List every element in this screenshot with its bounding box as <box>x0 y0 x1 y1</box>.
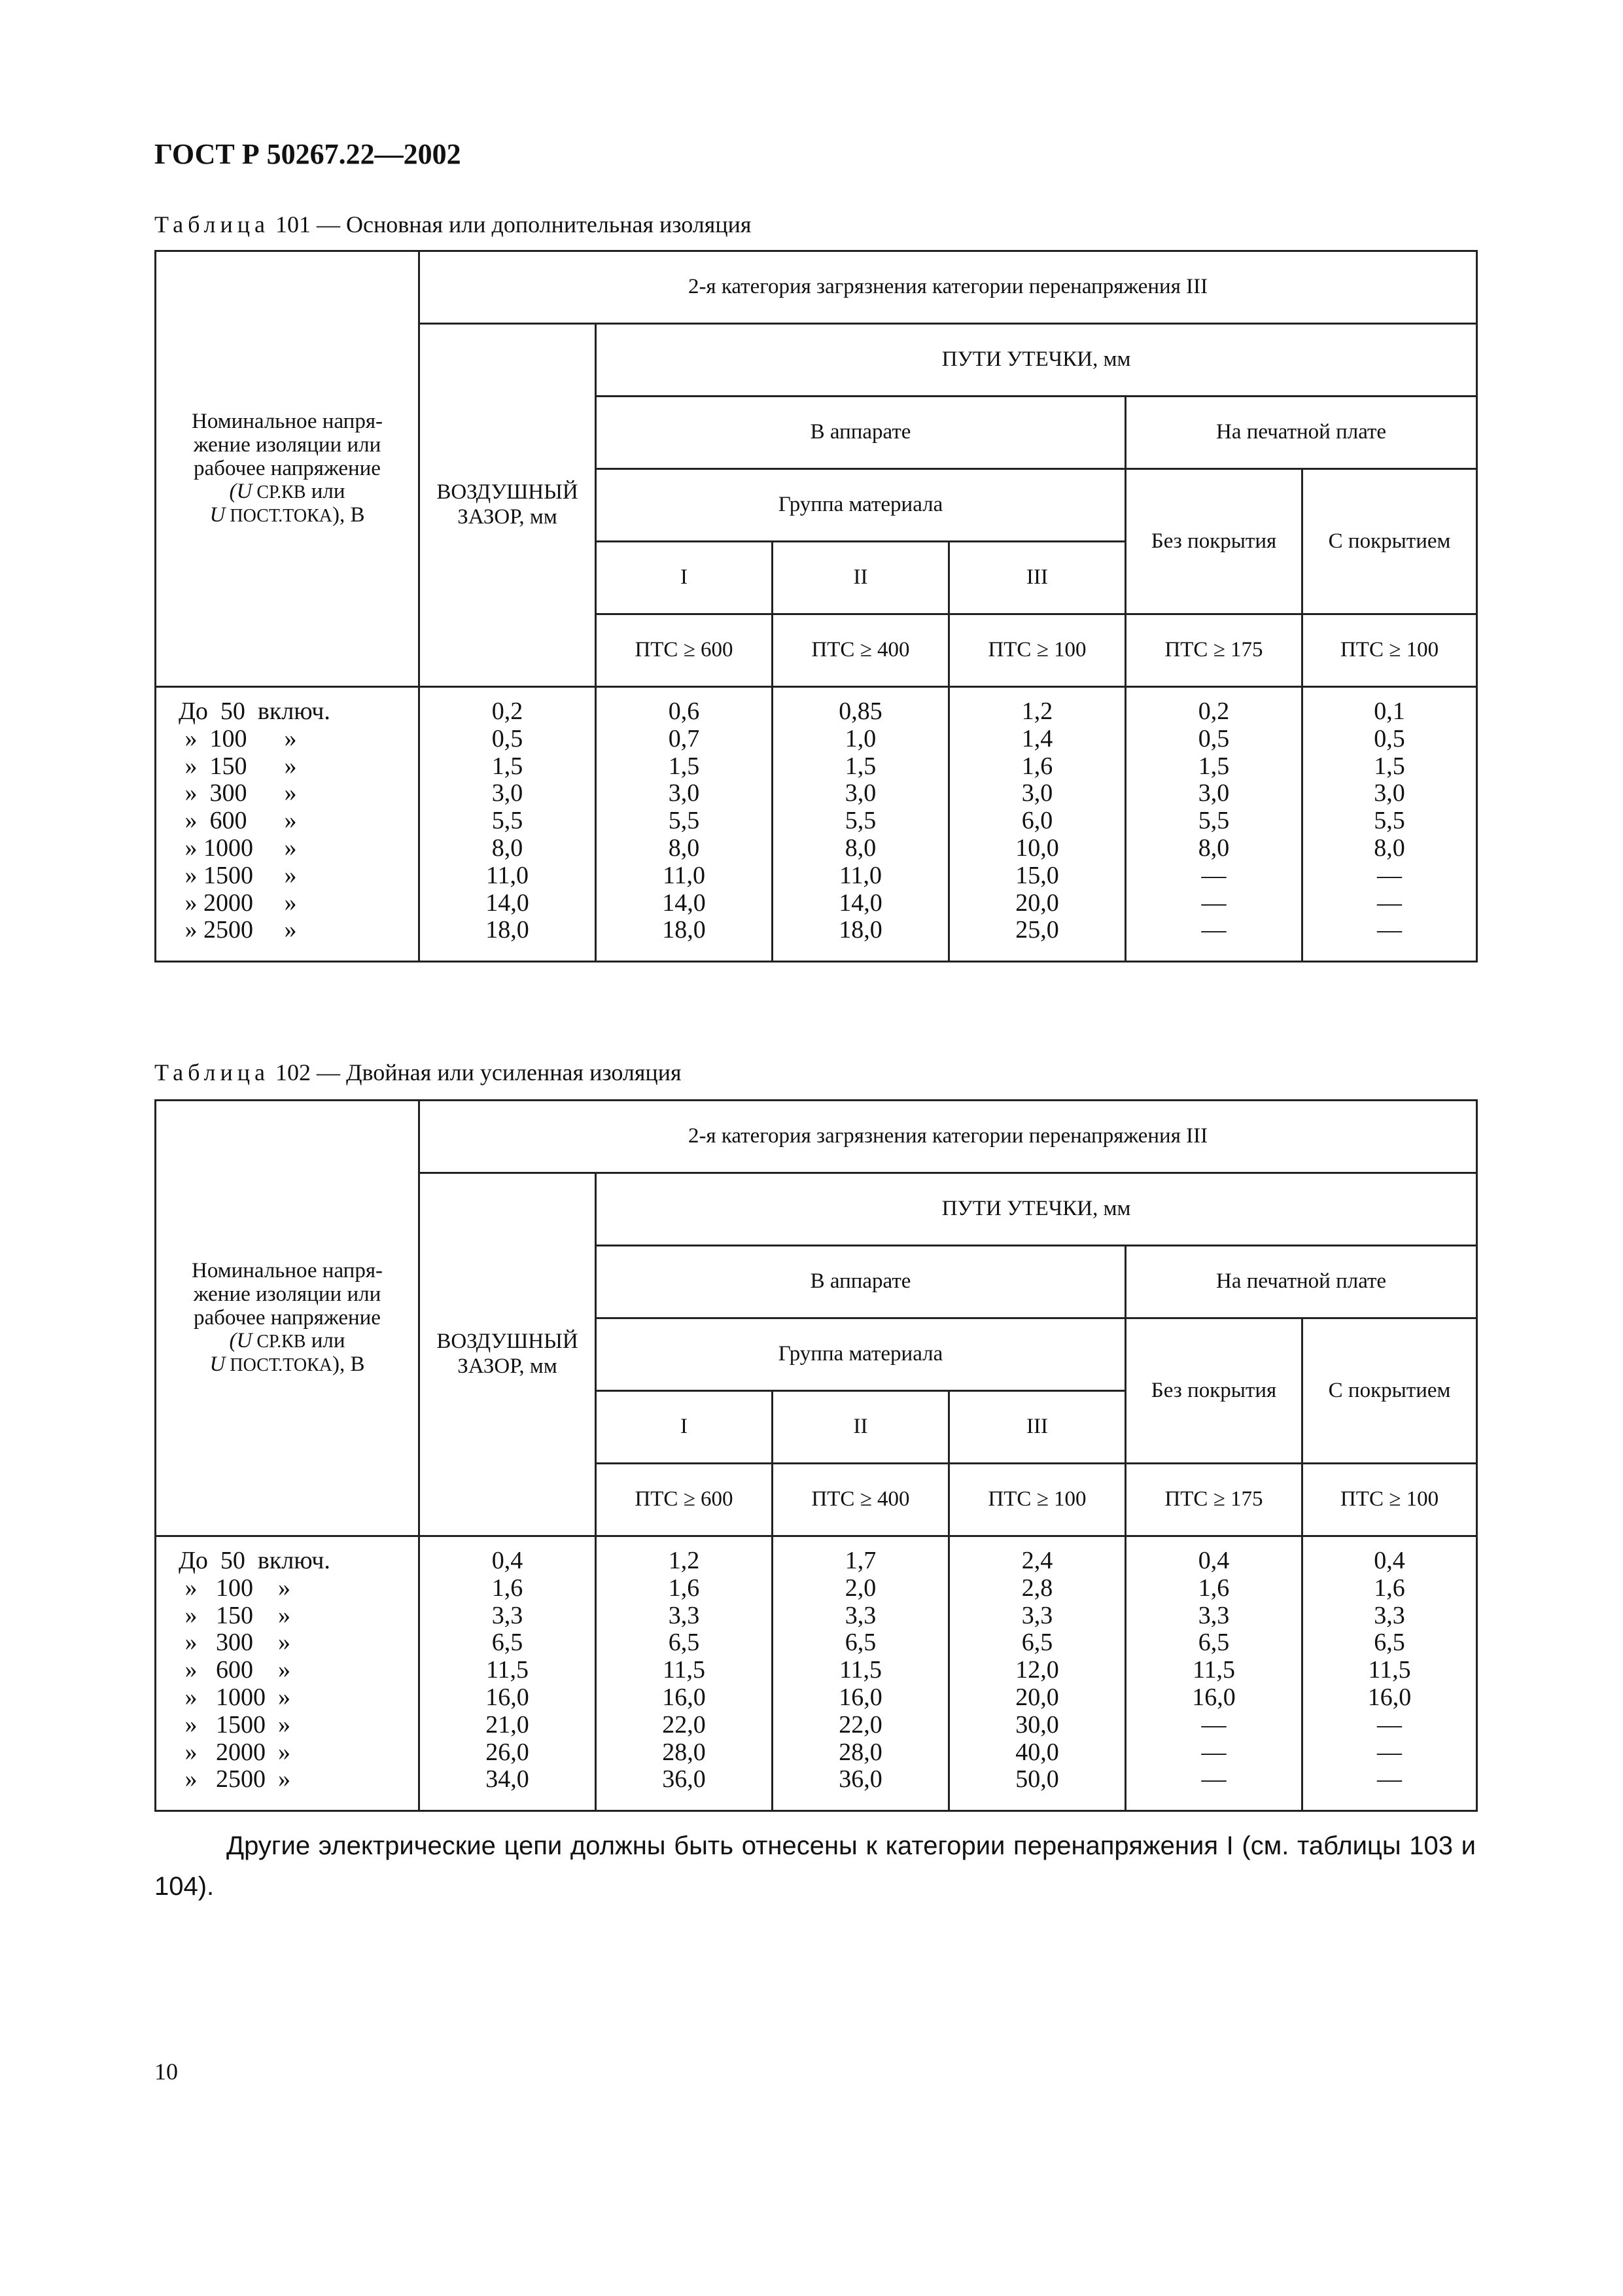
pcb-no-coating-column <box>1126 1536 1302 1811</box>
ptc-175-header: ПТС ≥ 175 <box>1126 614 1302 687</box>
ptc-100-header: ПТС ≥ 100 <box>949 1464 1126 1536</box>
table-cell: 8,0 <box>1198 834 1230 862</box>
table-cell: 18,0 <box>485 916 529 944</box>
group-3-column <box>949 1536 1126 1811</box>
no-coating-header: Без покрытия <box>1126 469 1302 614</box>
table-cell: 11,5 <box>662 1656 706 1684</box>
table-cell: 25,0 <box>1015 916 1059 944</box>
table-cell: 1,6 <box>491 1574 523 1602</box>
table-cell: 6,5 <box>668 1629 700 1657</box>
caption-word: Таблица <box>154 211 270 238</box>
group-1-header: I <box>596 1391 773 1464</box>
group-2-column <box>773 687 949 962</box>
table-102-caption <box>154 1059 682 1086</box>
table-cell: — <box>1377 1738 1403 1766</box>
on-pcb-header: На печатной плате <box>1126 397 1477 469</box>
table-cell: 15,0 <box>1015 861 1059 889</box>
table-cell: » 2500 » <box>179 916 297 944</box>
caption-text: 102 — Двойная или усиленная изоляция <box>269 1059 682 1086</box>
group-3-header: III <box>949 1391 1126 1464</box>
table-cell: 14,0 <box>485 889 529 917</box>
ptc-600-header: ПТС ≥ 600 <box>596 614 773 687</box>
table-cell: 50,0 <box>1015 1765 1059 1793</box>
table-cell: 3,0 <box>1374 779 1405 807</box>
group-1-header: I <box>596 542 773 614</box>
table-cell: » 1500 » <box>179 1710 290 1739</box>
table-cell: 1,2 <box>668 1547 700 1574</box>
table-cell: — <box>1201 916 1227 944</box>
table-cell: — <box>1377 861 1403 889</box>
table-cell: 30,0 <box>1015 1710 1059 1739</box>
table-cell: 0,5 <box>1374 724 1405 752</box>
group-3-header: III <box>949 542 1126 614</box>
table-cell: 11,5 <box>485 1656 529 1684</box>
table-cell: 0,7 <box>668 724 700 752</box>
table-cell: 5,5 <box>1374 807 1405 835</box>
table-cell: 5,5 <box>668 807 700 835</box>
no-coating-header: Без покрытия <box>1126 1318 1302 1464</box>
table-cell: 3,3 <box>845 1601 877 1629</box>
table-cell: 8,0 <box>1374 834 1405 862</box>
air-gap-column <box>419 687 596 962</box>
body-paragraph: Другие электрические цепи должны быть отнесены к категории перенапряжения I (см. таблицы 103 и 104). <box>154 1831 1476 1901</box>
table-cell: 16,0 <box>839 1683 882 1711</box>
table-102 <box>154 1099 1478 1812</box>
table-cell: 10,0 <box>1015 834 1059 862</box>
table-cell: » 300 » <box>179 1629 290 1657</box>
page-number: 10 <box>154 2058 178 2085</box>
in-apparatus-header: В аппарате <box>596 397 1126 469</box>
table-cell: 0,4 <box>1374 1547 1405 1574</box>
table-cell: — <box>1377 1710 1403 1739</box>
with-coating-header: С покрытием <box>1302 1318 1477 1464</box>
group-1-column <box>596 687 773 962</box>
table-cell: » 100 » <box>179 1574 290 1602</box>
group-2-column <box>773 1536 949 1811</box>
table-cell: — <box>1201 861 1227 889</box>
table-cell: 11,5 <box>1368 1656 1411 1684</box>
ptc-600-header: ПТС ≥ 600 <box>596 1464 773 1536</box>
caption-text: 101 — Основная или дополнительная изоляция <box>269 211 752 238</box>
table-cell: 11,0 <box>839 861 882 889</box>
voltage-column <box>156 687 419 962</box>
table-cell: — <box>1201 1765 1227 1793</box>
table-cell: » 100 » <box>179 724 297 752</box>
air-gap-header: ВОЗДУШНЫЙ ЗАЗОР, мм <box>419 324 596 687</box>
table-cell: 0,1 <box>1374 698 1405 725</box>
table-cell: 20,0 <box>1015 889 1059 917</box>
table-cell: 3,3 <box>1374 1601 1405 1629</box>
voltage-header: Номинальное напря- жение изоляции или рабочее напряжение (U СР.КВ или U ПОСТ.ТОКА), В <box>156 251 419 687</box>
ptc-175-header: ПТС ≥ 175 <box>1126 1464 1302 1536</box>
table-cell: 14,0 <box>839 889 882 917</box>
table-cell: 3,3 <box>1198 1601 1230 1629</box>
table-cell: » 600 » <box>179 1656 290 1684</box>
table-cell: 0,5 <box>1198 724 1230 752</box>
table-cell: До 50 включ. <box>179 698 330 725</box>
table-cell: 3,0 <box>1021 779 1053 807</box>
table-cell: — <box>1377 916 1403 944</box>
table-cell: 6,5 <box>1374 1629 1405 1657</box>
table-cell: 1,0 <box>845 724 877 752</box>
group-2-header: II <box>773 542 949 614</box>
table-cell: 1,5 <box>668 752 700 780</box>
table-cell: 5,5 <box>1198 807 1230 835</box>
table-cell: — <box>1201 1710 1227 1739</box>
table-cell: » 1000 » <box>179 1683 290 1711</box>
table-cell: 22,0 <box>839 1710 882 1739</box>
table-cell: 3,0 <box>491 779 523 807</box>
table-cell: 1,4 <box>1021 724 1053 752</box>
table-cell: 6,5 <box>1021 1629 1053 1657</box>
table-cell: » 2000 » <box>179 1738 290 1766</box>
table-cell: » 2000 » <box>179 889 297 917</box>
ptc-100-pcb-header: ПТС ≥ 100 <box>1302 614 1477 687</box>
creepage-header: ПУТИ УТЕЧКИ, мм <box>596 1173 1477 1246</box>
table-cell: 1,5 <box>1374 752 1405 780</box>
table-cell: 11,0 <box>485 861 529 889</box>
in-apparatus-header: В аппарате <box>596 1246 1126 1318</box>
table-cell: 11,5 <box>1192 1656 1236 1684</box>
table-cell: 16,0 <box>662 1683 706 1711</box>
table-cell: 18,0 <box>839 916 882 944</box>
table-cell: 11,0 <box>662 861 706 889</box>
pcb-with-coating-column <box>1302 687 1477 962</box>
table-cell: 0,85 <box>839 698 882 725</box>
group-3-column <box>949 687 1126 962</box>
group-2-header: II <box>773 1391 949 1464</box>
table-cell: 0,6 <box>668 698 700 725</box>
caption-word: Таблица <box>154 1059 270 1086</box>
table-cell: 6,5 <box>1198 1629 1230 1657</box>
table-cell: » 2500 » <box>179 1765 290 1793</box>
pcb-with-coating-column <box>1302 1536 1477 1811</box>
table-cell: 3,0 <box>668 779 700 807</box>
group-1-column <box>596 1536 773 1811</box>
pollution-category-header: 2-я категория загрязнения категории перенапряжения III <box>419 1101 1477 1173</box>
table-cell: — <box>1201 889 1227 917</box>
table-cell: 1,7 <box>845 1547 877 1574</box>
table-cell: 21,0 <box>485 1710 529 1739</box>
table-cell: До 50 включ. <box>179 1547 330 1574</box>
table-cell: 1,5 <box>1198 752 1230 780</box>
ptc-400-header: ПТС ≥ 400 <box>773 1464 949 1536</box>
table-cell: 22,0 <box>662 1710 706 1739</box>
table-cell: 1,5 <box>491 752 523 780</box>
ptc-100-pcb-header: ПТС ≥ 100 <box>1302 1464 1477 1536</box>
table-cell: 3,3 <box>668 1601 700 1629</box>
table-cell: » 1000 » <box>179 834 297 862</box>
table-cell: 2,8 <box>1021 1574 1053 1602</box>
document-code: ГОСТ Р 50267.22—2002 <box>154 138 461 170</box>
table-cell: — <box>1201 1738 1227 1766</box>
table-cell: 14,0 <box>662 889 706 917</box>
material-group-header: Группа материала <box>596 1318 1126 1391</box>
table-cell: 16,0 <box>485 1683 529 1711</box>
table-cell: 0,2 <box>491 698 523 725</box>
table-cell: » 300 » <box>179 779 297 807</box>
table-cell: 8,0 <box>668 834 700 862</box>
table-cell: » 150 » <box>179 752 297 780</box>
table-cell: 28,0 <box>839 1738 882 1766</box>
table-cell: 3,3 <box>491 1601 523 1629</box>
table-cell: 28,0 <box>662 1738 706 1766</box>
table-cell: 1,6 <box>668 1574 700 1602</box>
table-cell: 1,6 <box>1021 752 1053 780</box>
table-cell: 2,4 <box>1021 1547 1053 1574</box>
table-cell: 1,6 <box>1374 1574 1405 1602</box>
table-cell: 1,6 <box>1198 1574 1230 1602</box>
table-cell: 8,0 <box>845 834 877 862</box>
table-cell: 3,0 <box>1198 779 1230 807</box>
air-gap-column <box>419 1536 596 1811</box>
air-gap-header: ВОЗДУШНЫЙ ЗАЗОР, мм <box>419 1173 596 1536</box>
table-101 <box>154 250 1478 963</box>
pollution-category-header: 2-я категория загрязнения категории перенапряжения III <box>419 251 1477 324</box>
table-cell: 8,0 <box>491 834 523 862</box>
table-cell: 36,0 <box>839 1765 882 1793</box>
table-cell: 26,0 <box>485 1738 529 1766</box>
table-cell: 34,0 <box>485 1765 529 1793</box>
table-cell: 36,0 <box>662 1765 706 1793</box>
table-cell: — <box>1377 1765 1403 1793</box>
table-cell: 5,5 <box>845 807 877 835</box>
ptc-100-header: ПТС ≥ 100 <box>949 614 1126 687</box>
material-group-header: Группа материала <box>596 469 1126 542</box>
table-cell: 12,0 <box>1015 1656 1059 1684</box>
table-cell: 2,0 <box>845 1574 877 1602</box>
table-cell: — <box>1377 889 1403 917</box>
table-cell: 1,5 <box>845 752 877 780</box>
table-cell: 0,4 <box>1198 1547 1230 1574</box>
with-coating-header: С покрытием <box>1302 469 1477 614</box>
table-cell: 0,4 <box>491 1547 523 1574</box>
table-cell: 0,2 <box>1198 698 1230 725</box>
table-cell: » 600 » <box>179 807 297 835</box>
pcb-no-coating-column <box>1126 687 1302 962</box>
ptc-400-header: ПТС ≥ 400 <box>773 614 949 687</box>
voltage-column <box>156 1536 419 1811</box>
table-cell: 6,0 <box>1021 807 1053 835</box>
table-cell: 40,0 <box>1015 1738 1059 1766</box>
creepage-header: ПУТИ УТЕЧКИ, мм <box>596 324 1477 397</box>
table-cell: 1,2 <box>1021 698 1053 725</box>
table-cell: 3,3 <box>1021 1601 1053 1629</box>
table-cell: 0,5 <box>491 724 523 752</box>
table-cell: 18,0 <box>662 916 706 944</box>
table-cell: 6,5 <box>845 1629 877 1657</box>
table-cell: 3,0 <box>845 779 877 807</box>
voltage-header: Номинальное напря- жение изоляции или рабочее напряжение (U СР.КВ или U ПОСТ.ТОКА), В <box>156 1101 419 1536</box>
table-cell: 6,5 <box>491 1629 523 1657</box>
table-cell: 16,0 <box>1192 1683 1236 1711</box>
table-cell: 16,0 <box>1367 1683 1412 1711</box>
table-cell: » 1500 » <box>179 861 297 889</box>
table-cell: » 150 » <box>179 1601 290 1629</box>
table-cell: 11,5 <box>839 1656 882 1684</box>
table-cell: 5,5 <box>491 807 523 835</box>
on-pcb-header: На печатной плате <box>1126 1246 1477 1318</box>
table-101-caption <box>154 211 751 238</box>
table-cell: 20,0 <box>1015 1683 1059 1711</box>
